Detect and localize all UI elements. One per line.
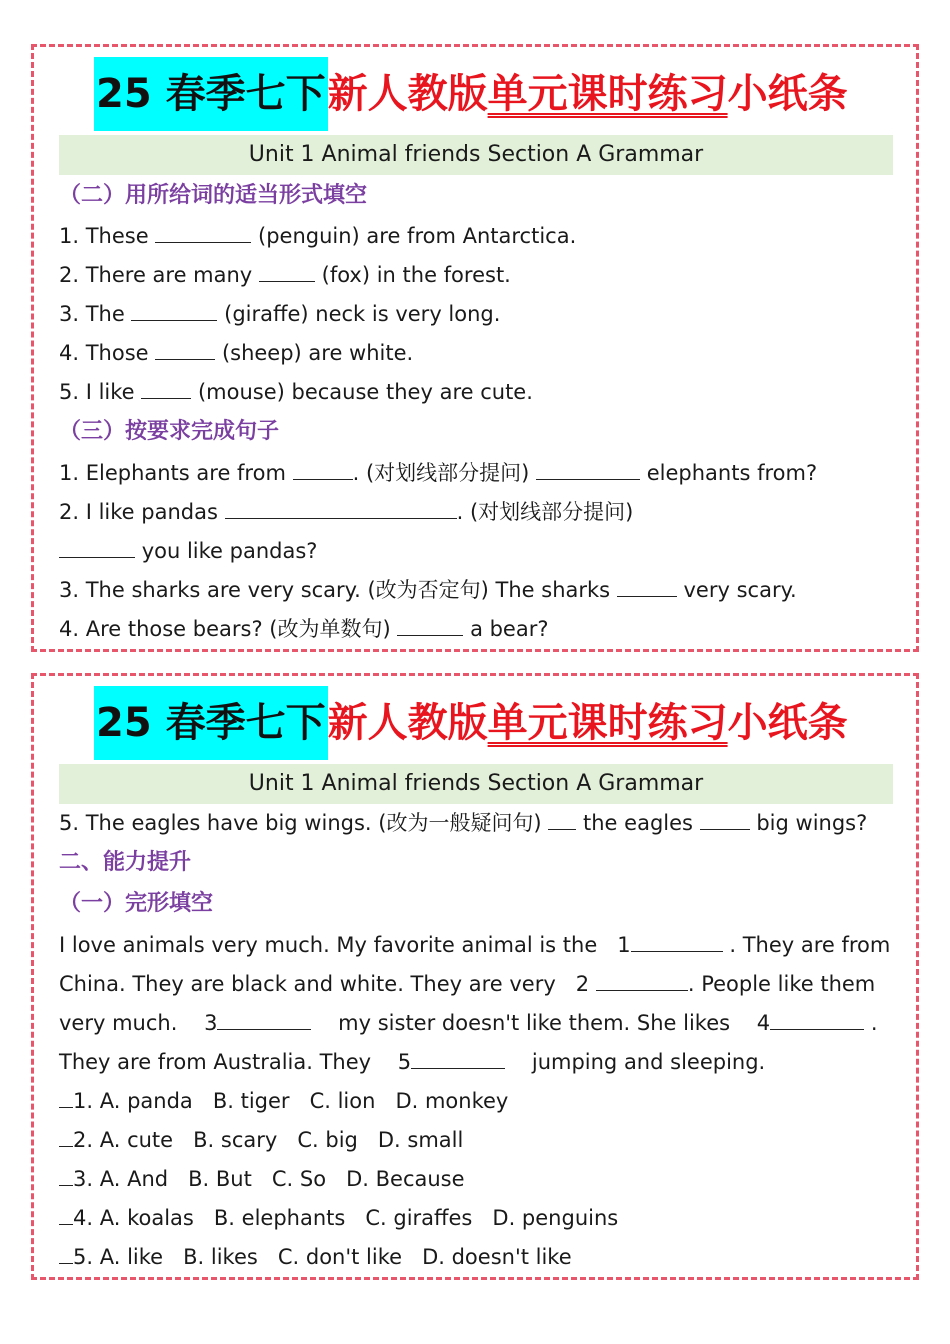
passage-text: . People like them — [687, 972, 876, 996]
option-c[interactable]: C. giraffes — [365, 1206, 473, 1230]
item-text: . (对划线部分提问) — [456, 500, 634, 524]
sentence-item-1 — [59, 458, 817, 488]
option-number: 1. — [73, 1089, 94, 1113]
title-underlined: 单元课时练习 — [487, 700, 728, 746]
answer-blank[interactable] — [397, 615, 463, 636]
answer-blank[interactable] — [155, 339, 215, 360]
item-text: 3. The sharks are very scary. (改为否定句) The sharks — [59, 578, 611, 602]
option-a[interactable]: A. like — [99, 1245, 164, 1269]
option-b[interactable]: B. scary — [193, 1128, 278, 1152]
passage-text: jumping and sleeping. — [531, 1050, 766, 1074]
card-title — [94, 686, 848, 760]
item-text: 1. Elephants are from — [59, 461, 286, 485]
blank-number: 5 — [397, 1050, 412, 1074]
worksheet-card-1 — [31, 44, 919, 652]
answer-blank[interactable] — [617, 576, 677, 597]
title-red-end: 小纸条 — [727, 71, 848, 117]
item-text: (penguin) are from Antarctica. — [258, 224, 577, 248]
passage-line-1 — [59, 930, 890, 960]
passage-text: . They are from — [729, 933, 891, 957]
option-d[interactable]: D. monkey — [395, 1089, 509, 1113]
item-text: . (对划线部分提问) — [352, 461, 530, 485]
answer-blank[interactable] — [411, 1048, 505, 1069]
passage-text: I love animals very much. My favorite animal is the — [59, 933, 598, 957]
option-b[interactable]: B. likes — [183, 1245, 258, 1269]
title-red-end: 小纸条 — [727, 700, 848, 746]
answer-blank[interactable] — [700, 809, 750, 830]
sentence-item-5 — [59, 808, 867, 838]
sentence-item-3 — [59, 575, 797, 605]
item-text: 4. Are those bears? (改为单数句) — [59, 617, 391, 641]
passage-line-4 — [59, 1047, 765, 1077]
title-red: 新人教版 — [327, 700, 488, 746]
worksheet-card-2 — [31, 673, 919, 1280]
option-row-5 — [59, 1242, 572, 1272]
title-highlight: 25 春季七下 — [94, 57, 328, 131]
option-c[interactable]: C. So — [271, 1167, 327, 1191]
answer-blank[interactable] — [225, 498, 457, 519]
option-c[interactable]: C. lion — [309, 1089, 376, 1113]
blank-number: 1 — [617, 933, 631, 957]
option-a[interactable]: A. koalas — [99, 1206, 194, 1230]
option-row-3 — [59, 1164, 465, 1194]
answer-blank[interactable] — [59, 1087, 73, 1108]
section-heading: （一）完形填空 — [59, 891, 214, 916]
answer-blank[interactable] — [548, 809, 576, 830]
item-text: elephants from? — [646, 461, 818, 485]
item-text: (sheep) are white. — [221, 341, 414, 365]
option-row-1 — [59, 1086, 508, 1116]
fill-item-4 — [59, 338, 413, 368]
sentence-item-2-cont — [59, 536, 317, 566]
blank-number: 4 — [756, 1011, 771, 1035]
option-a[interactable]: A. cute — [99, 1128, 174, 1152]
option-a[interactable]: A. panda — [99, 1089, 193, 1113]
item-text: you like pandas? — [141, 539, 318, 563]
unit-subtitle: Unit 1 Animal friends Section A Grammar — [59, 135, 893, 175]
item-text: the eagles — [583, 811, 693, 835]
option-number: 5. — [73, 1245, 94, 1269]
passage-text: very much. — [59, 1011, 178, 1035]
passage-line-2 — [59, 969, 875, 999]
option-d[interactable]: D. small — [377, 1128, 464, 1152]
answer-blank[interactable] — [293, 459, 353, 480]
answer-blank[interactable] — [259, 261, 315, 282]
fill-item-1 — [59, 221, 576, 251]
item-text: very scary. — [683, 578, 797, 602]
item-text: 2. I like pandas — [59, 500, 218, 524]
item-text: 5. The eagles have big wings. (改为一般疑问句) — [59, 811, 542, 835]
item-text: 4. Those — [59, 341, 149, 365]
answer-blank[interactable] — [131, 300, 217, 321]
section-heading: （三）按要求完成句子 — [59, 419, 280, 444]
item-text: big wings? — [756, 811, 868, 835]
answer-blank[interactable] — [59, 1243, 73, 1264]
option-b[interactable]: B. tiger — [212, 1089, 290, 1113]
option-d[interactable]: D. Because — [346, 1167, 465, 1191]
passage-line-3 — [59, 1008, 878, 1038]
sentence-item-4 — [59, 614, 549, 644]
option-number: 2. — [73, 1128, 94, 1152]
item-text: (mouse) because they are cute. — [197, 380, 533, 404]
answer-blank[interactable] — [770, 1009, 864, 1030]
part-heading: 二、能力提升 — [59, 850, 192, 875]
item-text: 1. These — [59, 224, 149, 248]
item-text: a bear? — [470, 617, 549, 641]
option-a[interactable]: A. And — [99, 1167, 169, 1191]
passage-text: . — [870, 1011, 878, 1035]
fill-item-3 — [59, 299, 500, 329]
answer-blank[interactable] — [631, 931, 723, 952]
answer-blank[interactable] — [141, 378, 191, 399]
item-text: (giraffe) neck is very long. — [224, 302, 501, 326]
blank-number: 3 — [204, 1011, 218, 1035]
title-underlined: 单元课时练习 — [487, 71, 728, 117]
title-highlight: 25 春季七下 — [94, 686, 328, 760]
option-d[interactable]: D. penguins — [492, 1206, 619, 1230]
option-number: 4. — [73, 1206, 94, 1230]
unit-subtitle: Unit 1 Animal friends Section A Grammar — [59, 764, 893, 804]
item-text: 3. The — [59, 302, 125, 326]
option-c[interactable]: C. big — [297, 1128, 358, 1152]
answer-blank[interactable] — [596, 970, 688, 991]
title-red: 新人教版 — [327, 71, 488, 117]
answer-blank[interactable] — [59, 1204, 73, 1225]
fill-item-5 — [59, 377, 533, 407]
item-text: (fox) in the forest. — [321, 263, 511, 287]
section-heading: （二）用所给词的适当形式填空 — [59, 183, 368, 208]
option-number: 3. — [73, 1167, 94, 1191]
answer-blank[interactable] — [59, 537, 135, 558]
item-text: 2. There are many — [59, 263, 253, 287]
fill-item-2 — [59, 260, 511, 290]
answer-blank[interactable] — [59, 1165, 73, 1186]
option-b[interactable]: B. But — [188, 1167, 252, 1191]
passage-text: my sister doesn't like them. She likes — [338, 1011, 731, 1035]
card-title — [94, 57, 848, 131]
answer-blank[interactable] — [155, 222, 251, 243]
answer-blank[interactable] — [217, 1009, 311, 1030]
item-text: 5. I like — [59, 380, 135, 404]
sentence-item-2 — [59, 497, 633, 527]
blank-number: 2 — [575, 972, 590, 996]
passage-text: They are from Australia. They — [59, 1050, 372, 1074]
option-c[interactable]: C. don't like — [277, 1245, 403, 1269]
answer-blank[interactable] — [59, 1126, 73, 1147]
option-b[interactable]: B. elephants — [213, 1206, 346, 1230]
passage-text: China. They are black and white. They are very — [59, 972, 556, 996]
answer-blank[interactable] — [536, 459, 640, 480]
option-row-2 — [59, 1125, 463, 1155]
option-row-4 — [59, 1203, 618, 1233]
option-d[interactable]: D. doesn't like — [422, 1245, 572, 1269]
